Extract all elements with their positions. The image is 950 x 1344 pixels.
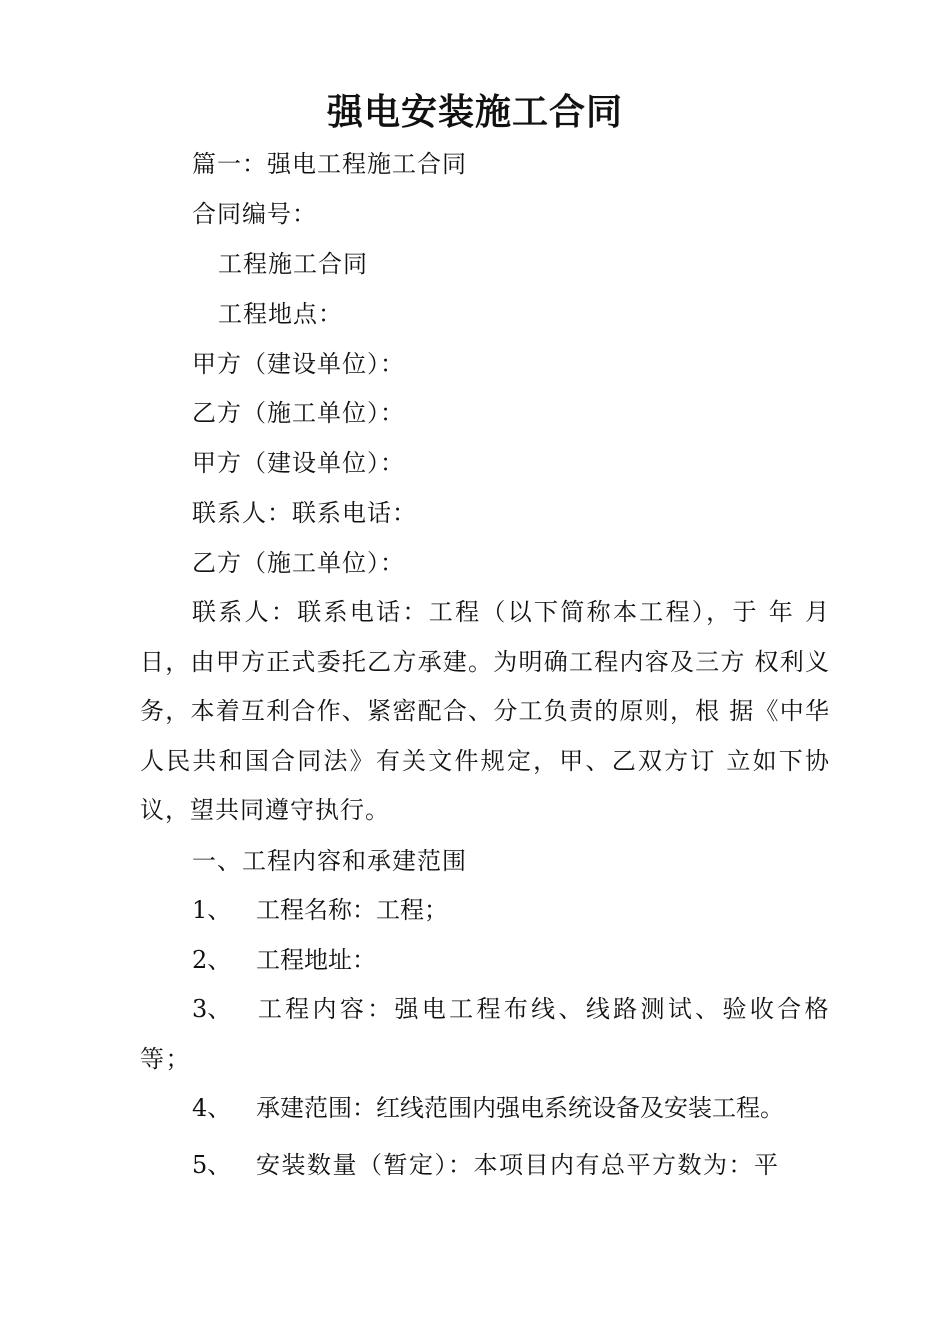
party-a-label-2: 甲方（建设单位）： <box>192 449 405 477</box>
list-item-text: 工程内容：强电工程布线、线路测试、验收合格等； <box>140 995 830 1073</box>
party-a-label: 甲方（建设单位）： <box>192 350 405 378</box>
list-item <box>192 892 448 928</box>
project-location-label: 工程地点： <box>218 300 343 328</box>
list-item-number: 1、 <box>192 896 232 924</box>
contract-number-label: 合同编号： <box>192 200 317 228</box>
list-item <box>140 1141 830 1191</box>
section-heading: 一、工程内容和承建范围 <box>192 847 467 875</box>
list-item-text: 工程地址： <box>256 946 376 974</box>
list-item-text: 安装数量（暂定）：本项目内有总平方数为：平 <box>256 1151 780 1179</box>
list-item <box>192 1090 784 1126</box>
party-b-label: 乙方（施工单位）： <box>192 399 405 427</box>
list-item-text: 工程名称：工程； <box>256 896 448 924</box>
list-item-text: 承建范围：红线范围内强电系统设备及安装工程。 <box>256 1094 784 1122</box>
chapter-heading: 篇一：强电工程施工合同 <box>192 150 467 178</box>
list-item-number: 5、 <box>192 1151 232 1179</box>
list-item-number: 3、 <box>192 995 232 1023</box>
party-b-label-2: 乙方（施工单位）： <box>192 549 405 577</box>
list-item-number: 4、 <box>192 1094 232 1122</box>
list-item <box>192 942 376 978</box>
list-item <box>140 985 830 1084</box>
contact-line: 联系人：联系电话： <box>192 499 417 527</box>
document-title: 强电安装施工合同 <box>326 91 623 133</box>
list-item-number: 2、 <box>192 946 232 974</box>
contract-subtitle: 工程施工合同 <box>218 250 368 278</box>
agreement-paragraph: 联系人：联系电话：工程（以下简称本工程），于 年 月日，由甲方正式委托乙方承建。为明确工程内容及三方 权利义务，本着互利合作、紧密配合、分工负责的原则，根 据《中华人民共和国合同法》有关文件规定，甲、乙双方订 立如下协议，望共同遵守执行。 <box>140 598 830 824</box>
